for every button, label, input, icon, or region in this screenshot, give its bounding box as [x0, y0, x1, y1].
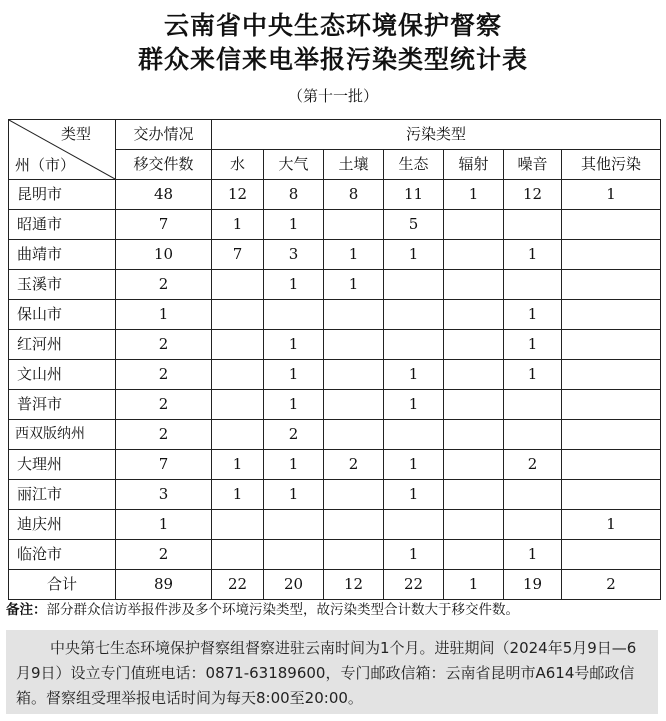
ecology-cell [384, 510, 444, 540]
region-cell: 合计 [9, 570, 116, 600]
col-soil-header: 土壤 [324, 150, 384, 180]
footnote-label: 备注： [6, 602, 47, 618]
other-cell [562, 210, 661, 240]
other-cell [562, 240, 661, 270]
radiation-cell [444, 210, 504, 240]
col-noise-header: 噪音 [504, 150, 562, 180]
title-line-2: 群众来信来电举报污染类型统计表 [137, 45, 528, 74]
radiation-cell [444, 330, 504, 360]
ecology-cell: 1 [384, 450, 444, 480]
table-row [9, 180, 661, 210]
ecology-cell [384, 270, 444, 300]
footnote [6, 598, 519, 618]
water-cell [212, 270, 264, 300]
soil-cell [324, 360, 384, 390]
soil-cell [324, 210, 384, 240]
water-cell [212, 390, 264, 420]
transferred-cell: 2 [116, 330, 212, 360]
radiation-cell [444, 360, 504, 390]
group-handled-header: 交办情况 [116, 120, 212, 150]
other-cell [562, 360, 661, 390]
radiation-cell [444, 480, 504, 510]
radiation-cell [444, 390, 504, 420]
radiation-cell [444, 450, 504, 480]
table-row [9, 300, 661, 330]
soil-cell [324, 330, 384, 360]
diagonal-header-cell [9, 120, 116, 180]
radiation-cell [444, 420, 504, 450]
region-cell: 曲靖市 [9, 240, 116, 270]
noise-cell [504, 510, 562, 540]
soil-cell [324, 300, 384, 330]
region-cell: 临沧市 [9, 540, 116, 570]
radiation-cell [444, 240, 504, 270]
air-cell: 20 [264, 570, 324, 600]
ecology-cell: 11 [384, 180, 444, 210]
water-cell: 1 [212, 450, 264, 480]
transferred-cell: 2 [116, 390, 212, 420]
footnote-text: 部分群众信访举报件涉及多个环境污染类型，故污染类型合计数大于移交件数。 [46, 602, 519, 618]
soil-cell [324, 540, 384, 570]
water-cell: 7 [212, 240, 264, 270]
statistics-table [8, 119, 661, 600]
soil-cell [324, 420, 384, 450]
transferred-cell: 48 [116, 180, 212, 210]
air-cell: 8 [264, 180, 324, 210]
water-cell [212, 330, 264, 360]
region-cell: 西双版纳州 [9, 420, 116, 450]
noise-cell: 1 [504, 540, 562, 570]
other-cell [562, 300, 661, 330]
noise-cell [504, 390, 562, 420]
other-cell [562, 390, 661, 420]
radiation-cell [444, 270, 504, 300]
noise-cell [504, 270, 562, 300]
table-row [9, 390, 661, 420]
diag-bottom-label: 州（市） [15, 156, 76, 174]
water-cell: 1 [212, 480, 264, 510]
ecology-cell: 1 [384, 360, 444, 390]
table-row [9, 240, 661, 270]
transferred-cell: 3 [116, 480, 212, 510]
air-cell: 1 [264, 210, 324, 240]
water-cell: 22 [212, 570, 264, 600]
radiation-cell [444, 300, 504, 330]
other-cell [562, 330, 661, 360]
ecology-cell [384, 300, 444, 330]
other-cell [562, 420, 661, 450]
water-cell [212, 540, 264, 570]
table-row [9, 450, 661, 480]
air-cell: 1 [264, 450, 324, 480]
noise-cell: 1 [504, 240, 562, 270]
other-cell: 2 [562, 570, 661, 600]
soil-cell [324, 480, 384, 510]
transferred-cell: 1 [116, 300, 212, 330]
diag-top-label: 类型 [60, 125, 91, 143]
noise-cell: 19 [504, 570, 562, 600]
ecology-cell [384, 420, 444, 450]
ecology-cell [384, 330, 444, 360]
water-cell [212, 300, 264, 330]
air-cell: 1 [264, 360, 324, 390]
contact-info-box: 中央第七生态环境保护督察组督察进驻云南时间为1个月。进驻期间（2024年5月9日—6月9日）设立专门值班电话：0871-63189600，专门邮政信箱：云南省昆明市A614号邮政信箱。督察组受理举报电话时间为每天8:00至20:00。 [6, 630, 658, 714]
ecology-cell: 1 [384, 480, 444, 510]
air-cell: 1 [264, 330, 324, 360]
region-cell: 玉溪市 [9, 270, 116, 300]
water-cell [212, 510, 264, 540]
other-cell [562, 270, 661, 300]
other-cell [562, 450, 661, 480]
transferred-cell: 10 [116, 240, 212, 270]
radiation-cell [444, 510, 504, 540]
batch-label: （第十一批） [287, 87, 378, 105]
noise-cell [504, 210, 562, 240]
ecology-cell: 22 [384, 570, 444, 600]
soil-cell: 1 [324, 270, 384, 300]
table-row [9, 510, 661, 540]
total-row [9, 570, 661, 600]
transferred-cell: 7 [116, 210, 212, 240]
col-ecology-header: 生态 [384, 150, 444, 180]
other-cell: 1 [562, 180, 661, 210]
air-cell: 1 [264, 480, 324, 510]
noise-cell: 1 [504, 360, 562, 390]
air-cell: 1 [264, 390, 324, 420]
ecology-cell: 1 [384, 390, 444, 420]
other-cell [562, 540, 661, 570]
water-cell: 12 [212, 180, 264, 210]
col-air-header: 大气 [264, 150, 324, 180]
radiation-cell [444, 540, 504, 570]
noise-cell: 1 [504, 330, 562, 360]
col-water-header: 水 [212, 150, 264, 180]
radiation-cell: 1 [444, 180, 504, 210]
table-row [9, 360, 661, 390]
region-cell: 丽江市 [9, 480, 116, 510]
region-cell: 迪庆州 [9, 510, 116, 540]
soil-cell [324, 390, 384, 420]
ecology-cell: 1 [384, 240, 444, 270]
region-cell: 保山市 [9, 300, 116, 330]
air-cell: 1 [264, 270, 324, 300]
soil-cell: 8 [324, 180, 384, 210]
ecology-cell: 5 [384, 210, 444, 240]
transferred-cell: 1 [116, 510, 212, 540]
region-cell: 文山州 [9, 360, 116, 390]
group-pollution-header: 污染类型 [212, 120, 661, 150]
table-row [9, 540, 661, 570]
air-cell [264, 540, 324, 570]
soil-cell [324, 510, 384, 540]
transferred-cell: 2 [116, 420, 212, 450]
transferred-cell: 7 [116, 450, 212, 480]
other-cell [562, 480, 661, 510]
table-row [9, 420, 661, 450]
soil-cell: 12 [324, 570, 384, 600]
table-row [9, 270, 661, 300]
transferred-cell: 2 [116, 360, 212, 390]
air-cell: 2 [264, 420, 324, 450]
region-cell: 昆明市 [9, 180, 116, 210]
noise-cell: 1 [504, 300, 562, 330]
region-cell: 大理州 [9, 450, 116, 480]
other-cell: 1 [562, 510, 661, 540]
water-cell [212, 420, 264, 450]
ecology-cell: 1 [384, 540, 444, 570]
air-cell [264, 510, 324, 540]
water-cell: 1 [212, 210, 264, 240]
air-cell [264, 300, 324, 330]
region-cell: 普洱市 [9, 390, 116, 420]
region-cell: 红河州 [9, 330, 116, 360]
transferred-cell: 2 [116, 540, 212, 570]
region-cell: 昭通市 [9, 210, 116, 240]
table-row [9, 480, 661, 510]
water-cell [212, 360, 264, 390]
table-row [9, 210, 661, 240]
air-cell: 3 [264, 240, 324, 270]
col-radiation-header: 辐射 [444, 150, 504, 180]
table-row [9, 330, 661, 360]
soil-cell: 2 [324, 450, 384, 480]
noise-cell [504, 420, 562, 450]
col-other-header: 其他污染 [562, 150, 661, 180]
col-transferred-header: 移交件数 [116, 150, 212, 180]
noise-cell [504, 480, 562, 510]
soil-cell: 1 [324, 240, 384, 270]
title-line-1: 云南省中央生态环境保护督察 [163, 11, 502, 40]
noise-cell: 2 [504, 450, 562, 480]
noise-cell: 12 [504, 180, 562, 210]
transferred-cell: 2 [116, 270, 212, 300]
radiation-cell: 1 [444, 570, 504, 600]
transferred-cell: 89 [116, 570, 212, 600]
